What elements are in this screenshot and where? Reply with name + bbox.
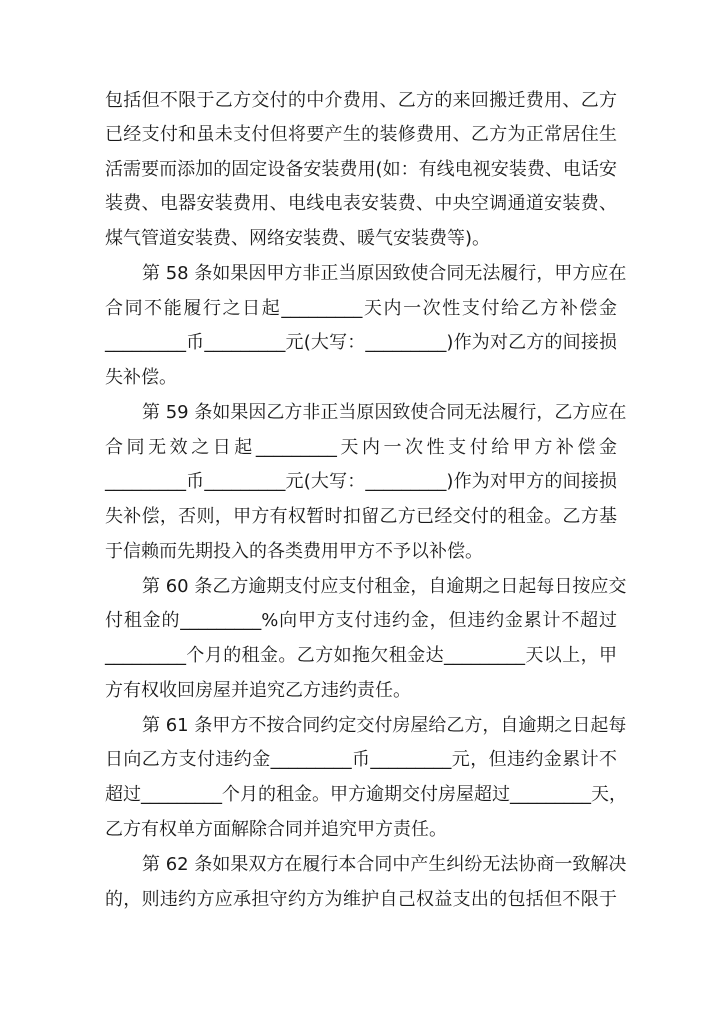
text-line: 日向乙方支付违约金_________币_________元，但违约金累计不 bbox=[105, 749, 617, 770]
article-59-heading-line: 第 59 条如果因乙方非正当原因致使合同无法履行，乙方应在 bbox=[142, 402, 627, 423]
article-58-heading-line: 第 58 条如果因甲方非正当原因致使合同无法履行，甲方应在 bbox=[142, 263, 627, 284]
text-line: 已经支付和虽未支付但将要产生的装修费用、乙方为正常居住生 bbox=[105, 124, 617, 145]
text-line: 合同无效之日起_________天内一次性支付给甲方补偿金 bbox=[105, 437, 617, 458]
text-line: _________币_________元(大写：_________)作为对甲方的间接损 bbox=[105, 471, 617, 492]
text-line: 方有权收回房屋并追究乙方违约责任。 bbox=[105, 680, 411, 701]
text-line: 的，则违约方应承担守约方为维护自己权益支出的包括但不限于 bbox=[105, 889, 617, 910]
text-line: 乙方有权单方面解除合同并追究甲方责任。 bbox=[105, 819, 447, 840]
text-line: 煤气管道安装费、网络安装费、暖气安装费等)。 bbox=[105, 228, 491, 249]
article-60-heading-line: 第 60 条乙方逾期支付应支付租金，自逾期之日起每日按应交 bbox=[142, 576, 627, 597]
text-line: _________个月的租金。乙方如拖欠租金达_________天以上，甲 bbox=[105, 645, 617, 666]
text-line: 超过_________个月的租金。甲方逾期交付房屋超过_________天， bbox=[105, 784, 627, 805]
text-line: 失补偿。 bbox=[105, 367, 177, 388]
text-line: 合同不能履行之日起_________天内一次性支付给乙方补偿金 bbox=[105, 298, 617, 319]
article-62-heading-line: 第 62 条如果双方在履行本合同中产生纠纷无法协商一致解决 bbox=[142, 854, 627, 875]
text-line: 付租金的_________%向甲方支付违约金，但违约金累计不超过 bbox=[105, 610, 617, 631]
article-61-heading-line: 第 61 条甲方不按合同约定交付房屋给乙方，自逾期之日起每 bbox=[142, 715, 627, 736]
text-line: 于信赖而先期投入的各类费用甲方不予以补偿。 bbox=[105, 541, 483, 562]
text-line: _________币_________元(大写：_________)作为对乙方的间接损 bbox=[105, 332, 617, 353]
text-line: 失补偿，否则，甲方有权暂时扣留乙方已经交付的租金。乙方基 bbox=[105, 506, 617, 527]
text-line: 包括但不限于乙方交付的中介费用、乙方的来回搬迁费用、乙方 bbox=[105, 90, 617, 111]
text-line: 活需要而添加的固定设备安装费用(如：有线电视安装费、电话安 bbox=[105, 159, 617, 180]
text-line: 装费、电器安装费用、电线电表安装费、中央空调通道安装费、 bbox=[105, 193, 617, 214]
